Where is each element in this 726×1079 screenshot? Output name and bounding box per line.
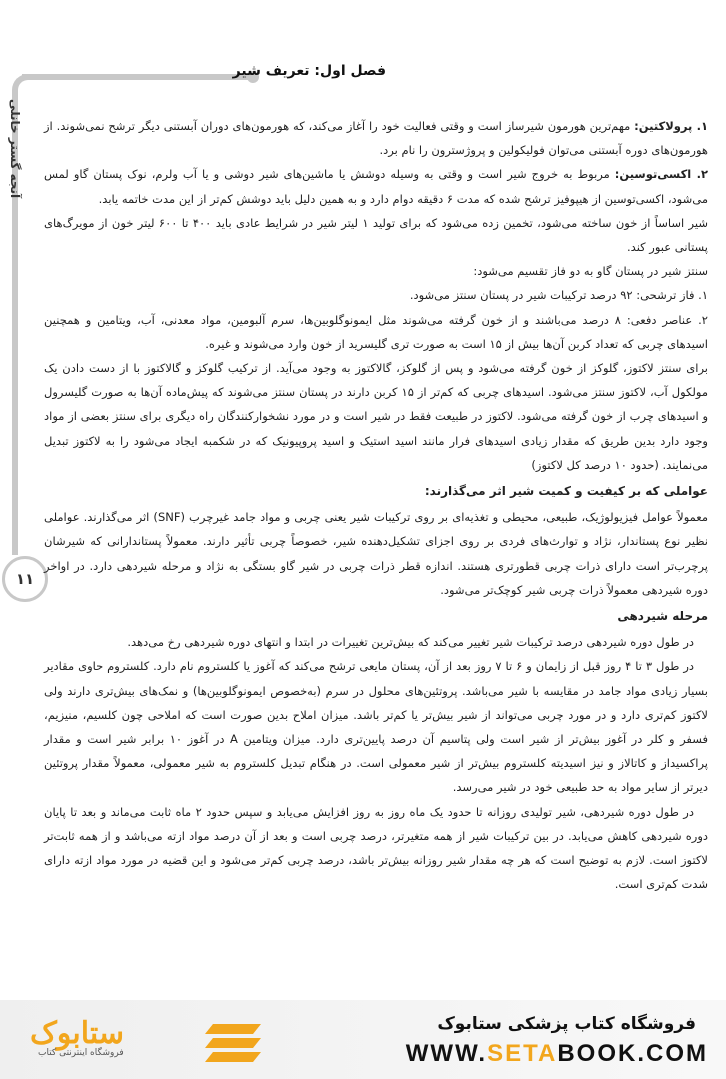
frame-top-bar <box>22 74 254 80</box>
paragraph-text: مهم‌ترین هورمون شیرساز است و وقتی فعالیت خود را آغاز می‌کند، که هورمون‌های دوران آبستنی دیگر ترشح نمی‌شوند. از هورمون‌های دوره آبستنی می‌توان فولیکولین و پروژسترون را نام برد. <box>44 119 708 158</box>
paragraph-lactation-intro: در طول دوره شیردهی درصد ترکیبات شیر تغییر می‌کند که بیش‌ترین تغییرات در ابتدا و انتهای دوره شیردهی رخ می‌دهد. <box>127 635 694 650</box>
logo-text: ستابوک <box>30 1017 125 1050</box>
url-part: WWW. <box>405 1040 488 1067</box>
paragraph-text: مربوط به خروج شیر است و وقتی به وسیله دوشش یا ماشین‌های شیر دوشی و یا آب ولرم، نوک پستان گاو لمس می‌شود، اکسی‌توسین از هیپوفیز ترشح شده که مدت ۶ دقیقه دوام دارد و به همین دلیل باید دوشش کم‌تر از این مدت خاتمه یابد. <box>44 167 708 206</box>
page-number: ۱۱ <box>2 556 48 602</box>
chapter-title: فصل اول: تعریف شیر <box>232 63 386 79</box>
paragraph-lactose: برای سنتز لاکتوز، گلوکز از خون گرفته می‌شود و پس از گلوکز، گالاکتوز به وجود می‌آید. از ترکیب گلوکز و گالاکتوز با از دست دادن یک مولکول آب، لاکتوز سنتز می‌شود. اسیدهای چربی که کم‌تر از ۱۵ کربن دارند در پستان سنتز می‌شوند که پیش‌ماده آن‌ها به صورت گلیسرول و اسیدهای چرب از خون گرفته می‌شود. لاکتوز در طبیعت فقط در شیر است و در مورد نشخوارکنندگان راه دیگری برای سنتز بعضی از مواد وجود دارد بدین طریق که مقدار زیادی اسیدهای فرار مانند اسید استیک و اسید پروپیونیک که در شکمبه ایجاد می‌شود را به لاکتوز تبدیل می‌نمایند. (حدود ۱۰ درصد کل لاکتوز) <box>44 361 708 472</box>
body-text <box>44 114 708 897</box>
keyword-oxytocin: ۲. اکسی‌توسین: <box>614 167 708 182</box>
paragraph-phase2: ۲. عناصر دفعی: ۸ درصد می‌باشند و از خون گرفته می‌شوند مثل ایمونوگلوبین‌ها، سرم آلبومین، مواد معدنی، آب، ویتامین و همچنین اسیدهای چربی که تعداد کربن آن‌ها بیش از ۱۵ است به صورت تری گلیسرید از خون وارد می‌شوند و غیره. <box>44 312 708 351</box>
heading-lactation: مرحله شیردهی <box>617 609 708 624</box>
paragraph-synthesis: سنتز شیر در پستان گاو به دو فاز تقسیم می‌شود: <box>473 264 708 279</box>
logo-subtitle: فروشگاه اینترنتی کتاب <box>38 1048 124 1058</box>
paragraph-factors: معمولاً عوامل فیزیولوژیک، طبیعی، محیطی و تغذیه‌ای بر روی ترکیبات شیر یعنی چربی و مواد جامد غیرچرب (SNF) اثر می‌گذارند. عواملی نظیر نوع پستاندار، نژاد و توارث‌های فردی بر روی اجزای تشکیل‌دهنده شیر، خصوصاً چربی تأثیر دارند. معمولاً پستاندارانی که شیرشان پرچرب‌تر است دارای ذرات چربی قطورتری هستند. اندازه قطر ذرات چربی در شیر گاو بستگی به نژاد و مرحله شیردهی دارد. در اواخر دوره شیردهی معمولاً ذرات چربی شیر کوچک‌تر می‌شود. <box>44 510 708 597</box>
shop-url[interactable] <box>406 1040 708 1068</box>
url-part: BOOK.COM <box>557 1040 708 1067</box>
paragraph-phase1: ۱. فاز ترشحی: ۹۲ درصد ترکیبات شیر در پستان سنتز می‌شود. <box>409 288 708 303</box>
url-part-highlight: SETA <box>487 1040 558 1067</box>
paragraph-colostrum: در طول ۳ تا ۴ روز قبل از زایمان و ۶ تا ۷ روز بعد از آن، پستان مایعی ترشح می‌کند که آغوز یا کلستروم نام دارد. کلستروم حاوی مقادیر بسیار زیادی مواد جامد در مقایسه با شیر می‌باشد. پروتئین‌های محلول در سرم (به‌خصوص ایمونوگلوبین‌ها) و نمک‌های بیش‌تری دارند ولی لاکتوز کم‌تری دارد و در مورد چربی می‌تواند از شیر بیش‌تر یا کم‌تر باشد. میزان املاح بدین صورت است که املاحی چون کلسیم، منیزیم، فسفر و کلر در آغوز بیش‌تر از شیر است ولی پتاسیم آن درصد پایین‌تری دارد. میزان ویتامین A در آغوز ۱۰ برابر شیر است و مقدار پراکسیداز و کاتالاز و نیز اسیدیته کلستروم بیش‌تر از شیر معمولی است. در هنگام تبدیل کلستروم به شیر معمولی، معمولاً مقدار پروتئین دیرتر از سایر مواد به حد طبیعی خود در شیر می‌رسد. <box>44 659 708 795</box>
paragraph-daily-yield: در طول دوره شیردهی، شیر تولیدی روزانه تا حدود یک ماه روز به روز افزایش می‌یابد و سپس حدود ۲ ماه ثابت می‌ماند و بعد تا پایان دوره شیردهی کاهش می‌یابد. در بین ترکیبات شیر از همه متغیرتر، درصد چربی است و بعد از آن درصد مواد ازته می‌باشد و از همه ثابت‌تر لاکتوز است. لازم به توضیح است که هر چه مقدار شیر روزانه بیش‌تر باشد، درصد چربی کم‌تر می‌شود و این قضیه در مورد مواد ازته دارای شدت کم‌تری است. <box>44 804 708 892</box>
heading-factors: عواملی که بر کیفیت و کمیت شیر اثر می‌گذارند: <box>424 484 708 499</box>
book-logo-icon <box>205 1014 269 1068</box>
paragraph-blood: شیر اساساً از خون ساخته می‌شود، تخمین زده می‌شود که برای تولید ۱ لیتر شیر در شرایط عادی باید ۴۰۰ تا ۶۰۰ لیتر خون از مویرگ‌های پستانی عبور کند. <box>44 215 709 255</box>
keyword-prolactin: ۱. پرولاکتین: <box>634 119 708 133</box>
shop-name: فروشگاه کتاب پزشکی ستابوک <box>437 1014 696 1034</box>
side-author: آنجه گستر خانلی <box>8 99 22 199</box>
paragraph-oxytocin <box>44 162 708 210</box>
paragraph-prolactin <box>44 114 708 162</box>
